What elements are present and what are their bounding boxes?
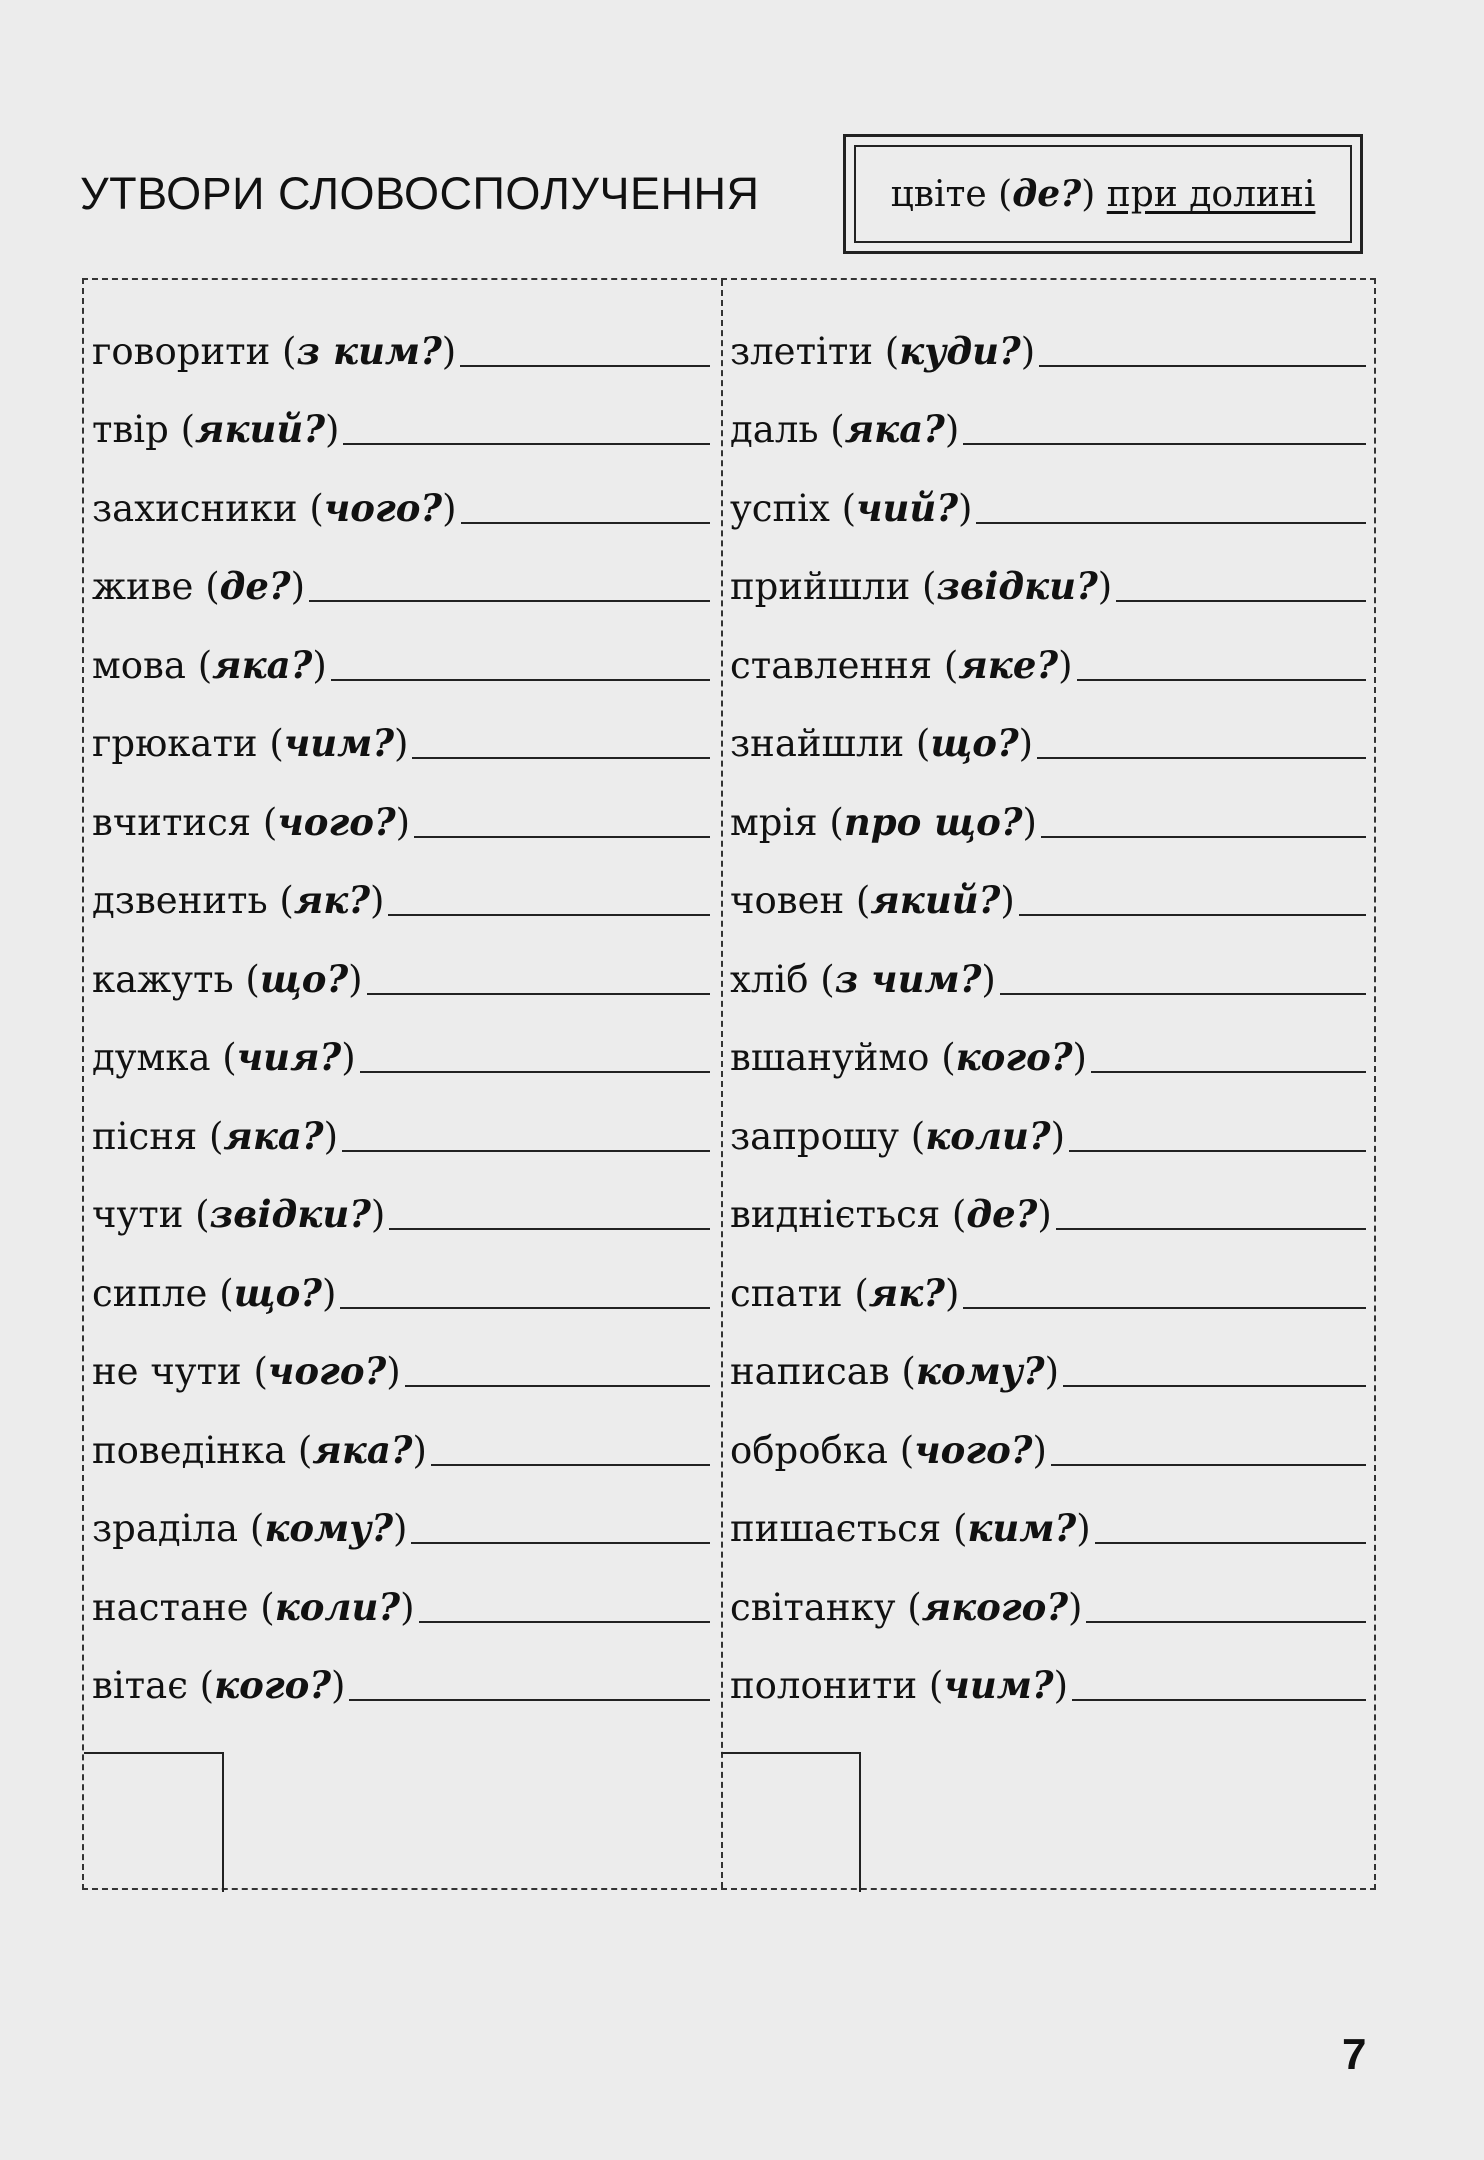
row-question: ким? bbox=[967, 1506, 1077, 1550]
row-question: чого? bbox=[914, 1427, 1033, 1472]
row-question: що? bbox=[233, 1270, 322, 1315]
exercise-row bbox=[730, 459, 1366, 538]
row-question: яка? bbox=[312, 1427, 413, 1472]
answer-line[interactable] bbox=[460, 365, 710, 367]
answer-line[interactable] bbox=[1077, 679, 1366, 681]
row-word: прийшли bbox=[730, 565, 911, 608]
example-box bbox=[843, 134, 1363, 254]
answer-line[interactable] bbox=[411, 1542, 710, 1544]
exercise-row bbox=[92, 538, 710, 617]
answer-line[interactable] bbox=[963, 443, 1366, 445]
exercise-row bbox=[92, 695, 710, 774]
exercise-row bbox=[92, 930, 710, 1009]
exercise-row bbox=[92, 773, 710, 852]
row-question: чим? bbox=[943, 1663, 1054, 1707]
answer-line[interactable] bbox=[1056, 1228, 1366, 1230]
exercise-row bbox=[730, 1401, 1366, 1480]
row-word: мова bbox=[92, 643, 186, 687]
row-word: мрія bbox=[730, 800, 818, 844]
row-question: як? bbox=[293, 878, 370, 922]
exercise-row bbox=[92, 1558, 710, 1637]
row-prompt: видніється (де?) bbox=[730, 1192, 1052, 1236]
row-question: з чим? bbox=[834, 956, 982, 1001]
answer-line[interactable] bbox=[1063, 1385, 1366, 1387]
row-word: твір bbox=[92, 408, 169, 451]
answer-line[interactable] bbox=[389, 1228, 710, 1230]
row-word: живе bbox=[92, 565, 194, 608]
exercise-panel bbox=[82, 278, 1376, 1890]
row-prompt: пісня (яка?) bbox=[92, 1113, 339, 1158]
corner-tab-right bbox=[721, 1752, 861, 1892]
row-question: кого? bbox=[214, 1663, 332, 1707]
row-prompt: мрія (про що?) bbox=[730, 799, 1037, 844]
row-prompt: дзвенить (як?) bbox=[92, 878, 385, 922]
row-word: не чути bbox=[92, 1350, 242, 1393]
left-column bbox=[92, 302, 710, 1715]
row-word: захисники bbox=[92, 486, 298, 530]
exercise-row bbox=[92, 1166, 710, 1245]
answer-line[interactable] bbox=[367, 993, 710, 995]
exercise-row bbox=[92, 1244, 710, 1323]
answer-line[interactable] bbox=[349, 1699, 710, 1701]
row-word: сипле bbox=[92, 1271, 208, 1315]
row-question: звідки? bbox=[209, 1192, 371, 1236]
exercise-row bbox=[92, 381, 710, 460]
row-word: пишається bbox=[730, 1507, 942, 1550]
row-prompt: вшануймо (кого?) bbox=[730, 1035, 1087, 1079]
row-prompt: вчитися (чого?) bbox=[92, 799, 411, 844]
exercise-row bbox=[730, 1087, 1366, 1166]
row-question: яке? bbox=[958, 642, 1059, 687]
row-prompt: твір (який?) bbox=[92, 407, 340, 451]
row-word: вітає bbox=[92, 1664, 188, 1707]
row-word: дзвенить bbox=[92, 879, 268, 922]
answer-line[interactable] bbox=[1091, 1071, 1366, 1073]
row-prompt: обробка (чого?) bbox=[730, 1427, 1047, 1472]
exercise-row bbox=[730, 695, 1366, 774]
exercise-row bbox=[730, 1558, 1366, 1637]
row-prompt: хліб (з чим?) bbox=[730, 956, 996, 1001]
row-word: настане bbox=[92, 1585, 249, 1629]
row-prompt: поведінка (яка?) bbox=[92, 1427, 427, 1472]
row-prompt: думка (чия?) bbox=[92, 1035, 356, 1079]
row-word: хліб bbox=[730, 957, 809, 1001]
row-word: зраділа bbox=[92, 1507, 239, 1550]
row-prompt: знайшли (що?) bbox=[730, 721, 1034, 765]
exercise-row bbox=[92, 852, 710, 931]
answer-line[interactable] bbox=[309, 600, 710, 602]
row-question: чого? bbox=[267, 1349, 387, 1393]
row-word: поведінка bbox=[92, 1428, 287, 1472]
answer-line[interactable] bbox=[1000, 993, 1366, 995]
exercise-row bbox=[92, 1087, 710, 1166]
row-prompt: даль (яка?) bbox=[730, 407, 960, 451]
row-word: кажуть bbox=[92, 957, 234, 1001]
row-prompt: човен (який?) bbox=[730, 878, 1015, 922]
row-question: з ким? bbox=[296, 328, 442, 373]
column-divider bbox=[721, 280, 723, 1888]
answer-line[interactable] bbox=[1116, 600, 1366, 602]
exercise-row bbox=[92, 1480, 710, 1559]
row-question: кому? bbox=[915, 1349, 1045, 1393]
row-question: яка? bbox=[212, 642, 313, 687]
row-word: запрошу bbox=[730, 1114, 900, 1158]
row-prompt: говорити (з ким?) bbox=[92, 328, 457, 373]
exercise-row bbox=[730, 1637, 1366, 1716]
row-question: де? bbox=[219, 564, 291, 608]
exercise-row bbox=[730, 1323, 1366, 1402]
right-column bbox=[730, 302, 1366, 1715]
row-word: грюкати bbox=[92, 722, 258, 765]
row-question: де? bbox=[966, 1192, 1038, 1236]
row-question: чого? bbox=[277, 799, 396, 844]
row-question: коли? bbox=[925, 1113, 1051, 1158]
row-prompt: спати (як?) bbox=[730, 1270, 960, 1315]
row-word: ставлення bbox=[730, 643, 933, 687]
row-question: про що? bbox=[843, 799, 1023, 844]
answer-line[interactable] bbox=[1051, 1464, 1366, 1466]
row-question: куди? bbox=[899, 328, 1021, 373]
row-prompt: сипле (що?) bbox=[92, 1270, 337, 1315]
exercise-row bbox=[92, 1323, 710, 1402]
row-prompt: живе (де?) bbox=[92, 564, 306, 608]
row-question: якого? bbox=[921, 1584, 1069, 1629]
row-word: думка bbox=[92, 1036, 211, 1079]
answer-line[interactable] bbox=[343, 443, 710, 445]
exercise-row bbox=[730, 773, 1366, 852]
row-prompt: зраділа (кому?) bbox=[92, 1506, 408, 1550]
row-prompt: ставлення (яке?) bbox=[730, 642, 1073, 687]
row-prompt: захисники (чого?) bbox=[92, 485, 457, 530]
row-question: що? bbox=[259, 956, 349, 1001]
row-question: який? bbox=[195, 407, 326, 451]
answer-line[interactable] bbox=[414, 836, 710, 838]
exercise-row bbox=[730, 1480, 1366, 1559]
answer-line[interactable] bbox=[1041, 836, 1366, 838]
exercise-row bbox=[730, 538, 1366, 617]
row-question: коли? bbox=[274, 1584, 401, 1629]
exercise-row bbox=[92, 302, 710, 381]
example-answer: при долині bbox=[1106, 173, 1316, 215]
row-word: написав bbox=[730, 1350, 890, 1393]
answer-line[interactable] bbox=[976, 522, 1366, 524]
row-question: що? bbox=[930, 721, 1019, 765]
row-prompt: чути (звідки?) bbox=[92, 1192, 386, 1236]
example-question: де? bbox=[1012, 173, 1082, 215]
row-word: злетіти bbox=[730, 329, 874, 373]
row-question: як? bbox=[868, 1270, 945, 1315]
row-question: чого? bbox=[323, 485, 443, 530]
page-number: 7 bbox=[1342, 2030, 1367, 2079]
row-question: чия? bbox=[236, 1035, 342, 1079]
exercise-row bbox=[92, 459, 710, 538]
answer-line[interactable] bbox=[431, 1464, 710, 1466]
row-word: пісня bbox=[92, 1114, 198, 1158]
answer-line[interactable] bbox=[1086, 1621, 1366, 1623]
answer-line[interactable] bbox=[963, 1307, 1366, 1309]
exercise-row bbox=[730, 930, 1366, 1009]
row-word: говорити bbox=[92, 329, 271, 373]
row-prompt: злетіти (куди?) bbox=[730, 328, 1036, 373]
answer-line[interactable] bbox=[1037, 757, 1366, 759]
row-question: який? bbox=[870, 878, 1001, 922]
row-question: звідки? bbox=[936, 564, 1098, 608]
answer-line[interactable] bbox=[342, 1150, 710, 1152]
row-question: чий? bbox=[856, 485, 958, 530]
row-word: знайшли bbox=[730, 722, 905, 765]
answer-line[interactable] bbox=[388, 914, 710, 916]
row-prompt: написав (кому?) bbox=[730, 1349, 1060, 1393]
exercise-row bbox=[730, 1244, 1366, 1323]
row-word: полонити bbox=[730, 1664, 918, 1707]
row-prompt: успіх (чий?) bbox=[730, 485, 973, 530]
answer-line[interactable] bbox=[340, 1307, 710, 1309]
row-word: обробка bbox=[730, 1428, 888, 1472]
example-word: цвіте bbox=[890, 173, 987, 215]
answer-line[interactable] bbox=[412, 757, 710, 759]
exercise-row bbox=[730, 1166, 1366, 1245]
row-word: видніється bbox=[730, 1193, 941, 1236]
row-question: кому? bbox=[264, 1506, 394, 1550]
corner-tab-left bbox=[84, 1752, 224, 1892]
answer-line[interactable] bbox=[405, 1385, 710, 1387]
row-prompt: прийшли (звідки?) bbox=[730, 564, 1113, 608]
exercise-row bbox=[730, 616, 1366, 695]
row-prompt: вітає (кого?) bbox=[92, 1663, 346, 1707]
row-prompt: запрошу (коли?) bbox=[730, 1113, 1066, 1158]
page-title: УТВОРИ СЛОВОСПОЛУЧЕННЯ bbox=[80, 168, 760, 219]
row-prompt: пишається (ким?) bbox=[730, 1506, 1091, 1550]
row-word: успіх bbox=[730, 486, 830, 530]
answer-line[interactable] bbox=[360, 1071, 710, 1073]
row-word: вшануймо bbox=[730, 1036, 930, 1079]
row-word: даль bbox=[730, 408, 819, 451]
answer-line[interactable] bbox=[331, 679, 710, 681]
answer-line[interactable] bbox=[1072, 1699, 1366, 1701]
answer-line[interactable] bbox=[461, 522, 710, 524]
row-prompt: не чути (чого?) bbox=[92, 1349, 401, 1393]
row-prompt: полонити (чим?) bbox=[730, 1663, 1069, 1707]
row-word: вчитися bbox=[92, 800, 252, 844]
answer-line[interactable] bbox=[419, 1621, 710, 1623]
row-word: чути bbox=[92, 1193, 184, 1236]
exercise-row bbox=[730, 302, 1366, 381]
row-word: спати bbox=[730, 1271, 843, 1315]
exercise-row bbox=[730, 381, 1366, 460]
example-content: цвіте ( де? ) при долині bbox=[854, 145, 1352, 243]
row-question: яка? bbox=[223, 1113, 324, 1158]
row-question: яка? bbox=[844, 407, 945, 451]
row-prompt: світанку (якого?) bbox=[730, 1584, 1083, 1629]
exercise-row bbox=[730, 852, 1366, 931]
exercise-row bbox=[92, 1637, 710, 1716]
row-prompt: кажуть (що?) bbox=[92, 956, 363, 1001]
answer-line[interactable] bbox=[1095, 1542, 1366, 1544]
exercise-row bbox=[92, 1009, 710, 1088]
exercise-row bbox=[92, 1401, 710, 1480]
row-question: кого? bbox=[955, 1035, 1073, 1079]
row-word: човен bbox=[730, 879, 845, 922]
row-question: чим? bbox=[283, 721, 395, 765]
row-word: світанку bbox=[730, 1585, 896, 1629]
exercise-row bbox=[92, 616, 710, 695]
row-prompt: грюкати (чим?) bbox=[92, 721, 409, 765]
exercise-row bbox=[730, 1009, 1366, 1088]
row-prompt: мова (яка?) bbox=[92, 642, 327, 687]
answer-line[interactable] bbox=[1039, 365, 1366, 367]
answer-line[interactable] bbox=[1019, 914, 1366, 916]
row-prompt: настане (коли?) bbox=[92, 1584, 415, 1629]
answer-line[interactable] bbox=[1069, 1150, 1366, 1152]
